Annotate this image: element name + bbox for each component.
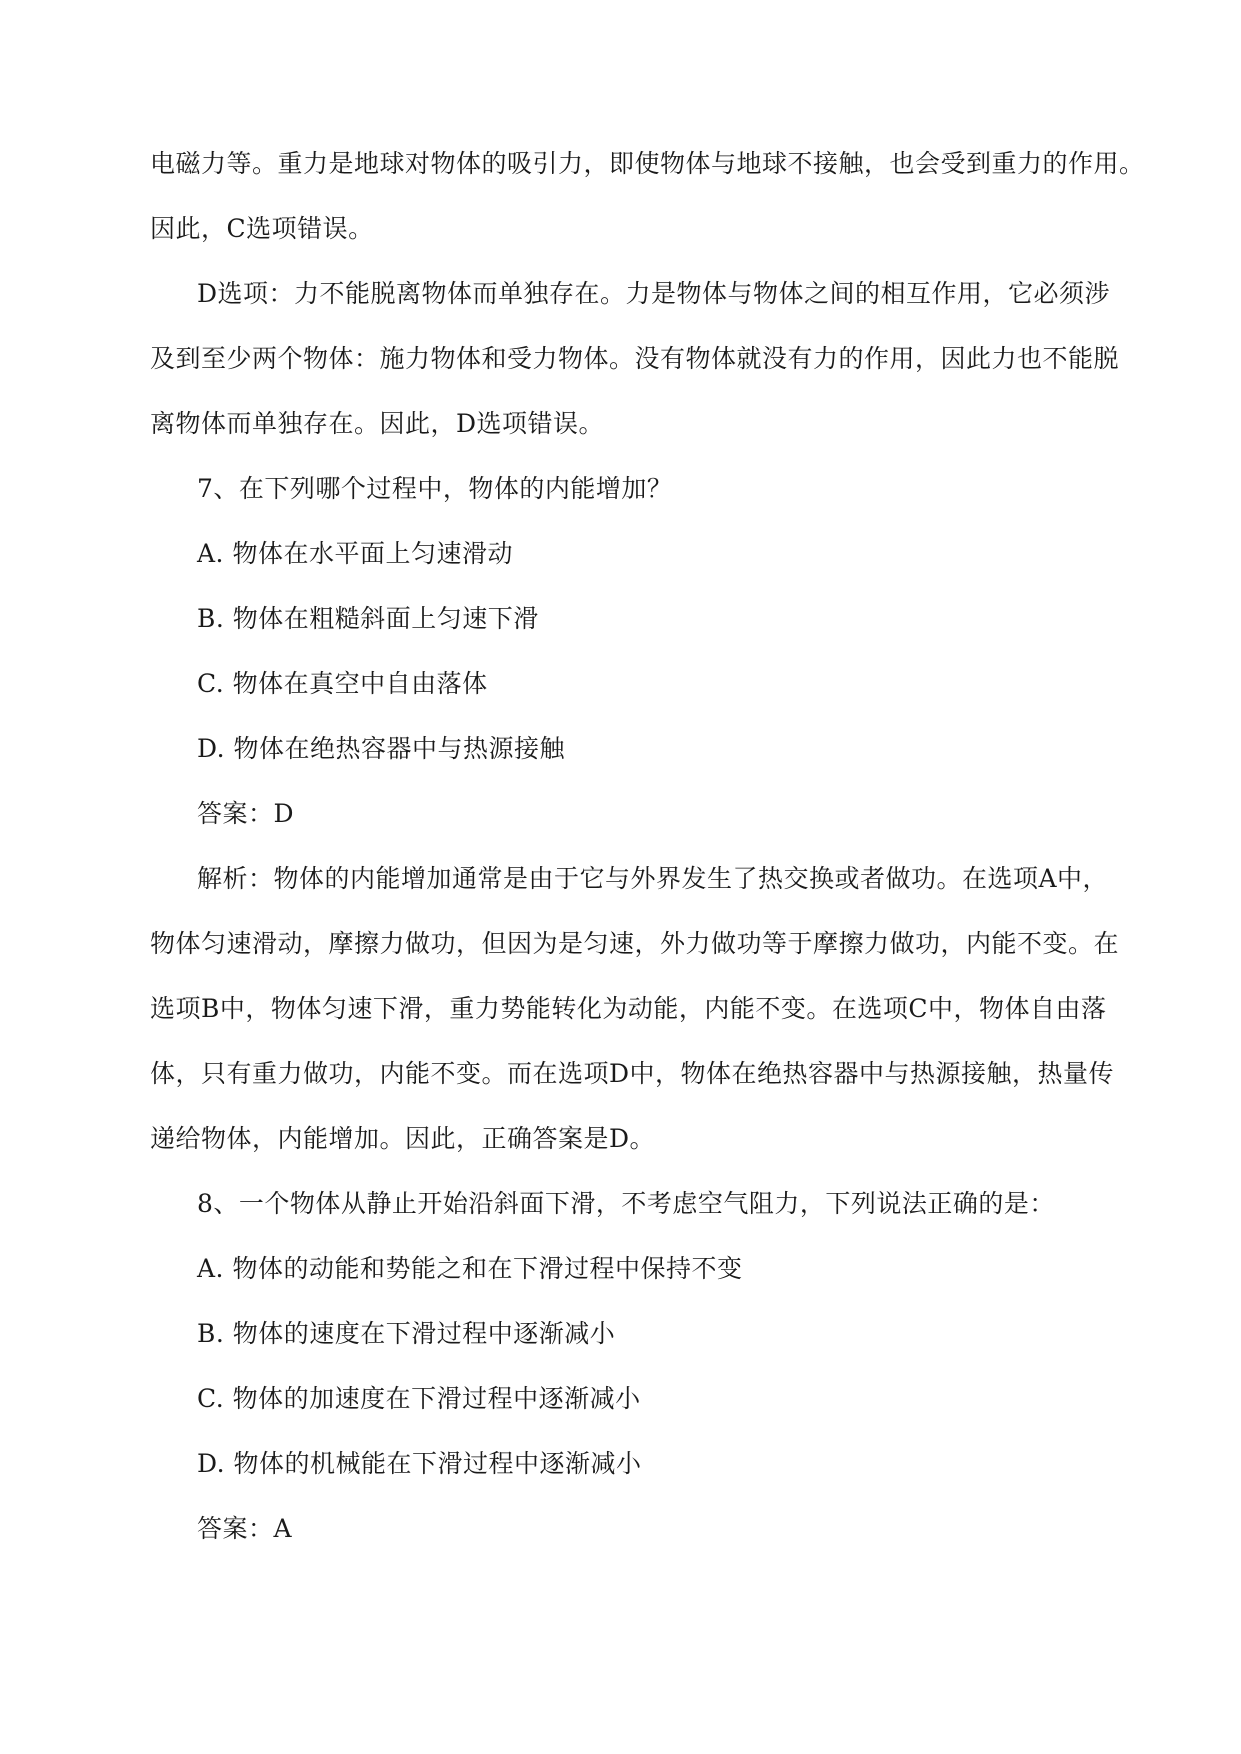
question-7-analysis: 解析：物体的内能增加通常是由于它与外界发生了热交换或者做功。在选项A中， xyxy=(197,864,1109,893)
paragraph-line: 离物体而单独存在。因此，D选项错误。 xyxy=(150,409,605,438)
paragraph-line: D选项：力不能脱离物体而单独存在。力是物体与物体之间的相互作用，它必须涉 xyxy=(197,279,1111,308)
question-8-title: 8、一个物体从静止开始沿斜面下滑，不考虑空气阻力，下列说法正确的是： xyxy=(197,1189,1055,1218)
question-7-answer: 答案：D xyxy=(197,799,295,828)
question-8-option-c: C. 物体的加速度在下滑过程中逐渐减小 xyxy=(197,1384,641,1413)
question-7-option-d: D. 物体在绝热容器中与热源接触 xyxy=(197,734,566,763)
question-8-option-a: A. 物体的动能和势能之和在下滑过程中保持不变 xyxy=(197,1254,743,1283)
paragraph-line: 及到至少两个物体：施力物体和受力物体。没有物体就没有力的作用，因此力也不能脱 xyxy=(150,344,1120,373)
question-8-option-d: D. 物体的机械能在下滑过程中逐渐减小 xyxy=(197,1449,642,1478)
paragraph-line: 电磁力等。重力是地球对物体的吸引力，即使物体与地球不接触，也会受到重力的作用。 xyxy=(150,149,1145,178)
question-8-answer: 答案：A xyxy=(197,1514,293,1543)
question-8-option-b: B. 物体的速度在下滑过程中逐渐减小 xyxy=(197,1319,616,1348)
paragraph-line: 物体匀速滑动，摩擦力做功，但因为是匀速，外力做功等于摩擦力做功，内能不变。在 xyxy=(150,929,1120,958)
paragraph-line: 递给物体，内能增加。因此，正确答案是D。 xyxy=(150,1124,656,1153)
question-7-title: 7、在下列哪个过程中，物体的内能增加？ xyxy=(197,474,673,503)
paragraph-line: 选项B中，物体匀速下滑，重力势能转化为动能，内能不变。在选项C中，物体自由落 xyxy=(150,994,1107,1023)
question-7-option-c: C. 物体在真空中自由落体 xyxy=(197,669,488,698)
paragraph-line: 因此，C选项错误。 xyxy=(150,214,374,243)
question-7-option-b: B. 物体在粗糙斜面上匀速下滑 xyxy=(197,604,539,633)
paragraph-line: 体，只有重力做功，内能不变。而在选项D中，物体在绝热容器中与热源接触，热量传 xyxy=(150,1059,1115,1088)
question-7-option-a: A. 物体在水平面上匀速滑动 xyxy=(197,539,513,568)
